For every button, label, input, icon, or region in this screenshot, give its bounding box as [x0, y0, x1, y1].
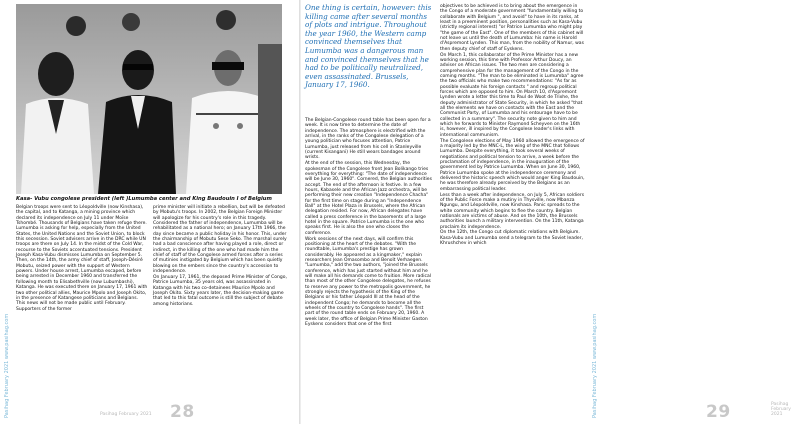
page-number-right: 29 [706, 402, 731, 422]
right-footer: Pasihag February 2021 [771, 402, 791, 417]
right-column-2 [440, 4, 586, 404]
pull-quote: One thing is certain, however: this killing came after several months of plots and intrigue. Throughout the year 1960, the Western camp convinced themselves that Lumumba was a dangerous man and convinced themselves that he had to be politically neutralized, even assassinated. Brussels, January 17, 1960. [305, 3, 432, 90]
photo-image [16, 4, 282, 194]
left-margin-strip [2, 0, 12, 424]
paragraph: On January 17, 1961, the deposed Prime Minister of Congo, Patrice Lumumba, 35 years old, was assassinated in Katanga with his two co-detainees Maurice Mpolo and Joseph Okito. Sixty years later, the decision-making game that led to this fatal outcome is still the subject of debate among historians. [153, 274, 287, 307]
paragraph: At the end of the session, this Wednesday, the spokesman of the Congolese front Jean Bolikango tries everything for everything: "The date of independence will be June 30, 1960". Cornered, the Belgian authorities accept. The end of the afternoon is festive. In a few hours, Kabasele and the African Jazz orchestra, will be performing their new creation "Independence Chacha" for the first time on stage during an "Independence Ball" at the Hotel Plaza in Brussels, where the African delegation resided. For now, African delegates have called a press conference in the basements of a large hotel in the square. Patrice Lumumba is the one who speaks first. He is also the one who closes the conference. [305, 161, 432, 236]
left-column-1 [16, 205, 148, 403]
page-number-left: 28 [170, 402, 195, 422]
left-footer: Pasihag February 2021 [100, 412, 152, 417]
paragraph: The Congolese elections of May 1960 allowed the emergence of a majority led by the MNC-L, the wing of the MNC that follows Lumumba. Despite everything, it took several weeks of negotiations and political tension to arrive, a week before the proclamation of independence, in the inauguration of the government led by Patrice Lumumba. When on June 30, 1960, Patrice Lumumba spoke at the independence ceremony and delivered the historic speech which would anger King Baudouin, he was therefore already perceived by the Belgians as an embarrassing political leader. [440, 138, 585, 192]
right-margin-text: Pasihag February 2021 www.pasihag.com [592, 313, 598, 418]
paragraph: Less than a week after independence, on July 5, African soldiers of the Public Force make a mutiny in Thysville, now Mbanza Ngungu, and Léopoldville, now Kinshasa. Panic spreads to the white community which begins to flee the country. Belgian nationals are victims of abuse. And on the 10th, the Brussels authorities launch a military intervention. On the 11th, Katanga proclaim its independence. [440, 192, 585, 230]
historical-photo [16, 4, 282, 194]
right-margin-strip [590, 0, 600, 424]
paragraph: objectives to be achieved is to bring about the emergence in the Congo of a moderate government "fundamentally willing to collaborate with Belgium ", and avoid" to have in its ranks, at least in a preeminent position, personalities such as Kasa-Vubu (strictly regional interest) "or Patrice Lumumba who might play "the game of the East". One of the members of this cabinet will not leave us until the death of Lumumba: his name is Harold d'Aspremont Lynden. This man, from the nobility of Namur, was then deputy chief of staff of Eyskens. [440, 4, 584, 52]
left-margin-text: Pasihag February 2021 www.pasihag.com [4, 313, 10, 418]
right-column-1 [305, 118, 433, 403]
paragraph: Work sessions of the next days, will confirm this positioning at the heart of the debates. "With the roundtable, Lumumba's prestige has grown considerably. He appeared as a kingmaker," explain researchers Jean Omasombo and Benoît Verhaegen. "Lumumba," add the two authors, "joined the Brussels conference, which has just started without him and he will make all his demands come to fruition. More radical than most of the other Congolese delegates, he refuses to reserve any power to the metropolis government, he strongly rejects the hypothesis of the King of the Belgians or his father Léopold III at the head of the independent Congo; he demands to become all the wheels of the country to Congolese hands". The first part of the round table ends on February 20, 1960. A week later, the office of Belgian Prime Minister Gaston Eyskens considers that one of the first [305, 236, 432, 328]
photo-caption: Kasa- Vubu congolese president (left )Lumumba center and King Baudouin I of Belgium [16, 196, 272, 202]
left-page [0, 0, 299, 424]
left-column-2 [153, 205, 287, 387]
paragraph: On March 1, this collaborator of the Prime Minister has a new working session, this time with Professor Arthur Doucy, an adviser on African issues. The two men are considering a comprehensive plan for the management of the Congo in the coming months. "The man to be eliminated is Lumumba" agree the two officials who make two recommendations: "As far as possible evaluate his foreign contacts " and regroup political forces which are opposed to him. On March 10, d'Aspremont Lynden wrote a letter this time to Paul de Woot de Trixhe, the deputy administrator of State Security, in which he asked "that all the elements we have on contacts with the East and the Communist Party, of Lumumba and his entourage have to be collected in a summary". The security note given to him and which he forwards to Minister Raymond Scheyven on the 16th is, however, ill inspired by the Congolese leader's links with international communism. [440, 52, 584, 138]
paragraph: The Belgian-Congolese round table has been open for a week. It is now time to determine the date of independence. The atmosphere is electrified with the arrival, in the ranks of the Congolese delegation of a young politician who focuses attention, Patrice Lumumba, just released from his cell in Stanleyville (current Kisangani) He still wears bandages around wrists. [305, 118, 431, 161]
paragraph: On the 12th, the Congo cut diplomatic relations with Belgium. Kasa-Vubu and Lumumba send a telegram to the Soviet leader, Khrushchev in which [440, 230, 583, 247]
paragraph: prime minister will initiate a rebellion, but will be defeated by Mobutu's troops. In 2002, the Belgian Foreign Minister will apologize for his country's role in this tragedy. Considered the father of independence, Lumumba will be rehabilitated as a national hero; on January 17th 1966, the day since became a public holiday in his honor. This, under the chairmanship of Mobutu Sese Seko. The marshal surely had a bad conscience after having played a role, direct or indirect, in the killing of the one who had made him the chief of staff of the Congolese armed forces after a series of mutinies instigated by Belgium which has been quietly blowing on the embers since the country's accession to independence. [153, 205, 287, 275]
paragraph: Belgian troops were sent to Léopoldville (now Kinshasa), the capital, and to Katanga, a mining province which declared its independence on July 11 under Moïse Tshombé. Thousands of Belgians have taken refuge there. Lumumba is asking for help, especially from the United States, the United Nations and the Soviet Union, to block this secession. Soviet advisers arrive in the DRC while UN troops are there on July 14. In the midst of the Cold War, recourse to the Soviets accentuated tensions. President Joseph Kasa-Vubu dismisses Lumumba on September 5. Then, on the 14th, the army chief of staff, Joseph-Désiré Mobutu, seized power with the support of Western powers. Under house arrest, Lumumba escaped, before being arrested in December 1960 and transferred the following month to Elisabethville (now Lubumbashi), Katanga. He was executed there on January 17, 1961 with two other political allies, Maurice Mpolo and Joseph Okito, in the presence of Katangese politicians and Belgians. This news will not be made public until February. Supporters of the former [16, 205, 148, 312]
